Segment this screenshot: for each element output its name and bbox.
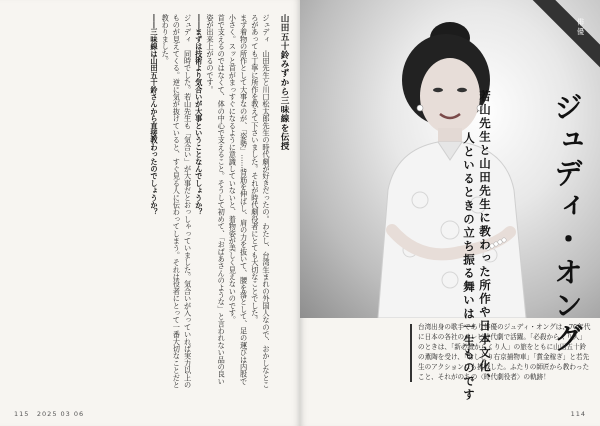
category-tag-label: 俳優 [576,18,585,37]
paragraph: まず着物の所作として大事なのが、「姿勢」……背筋を伸ばし、肩の力を抜いて、腰を落として、足の運びは内股で小さく。スッと首がまっすぐになるように意識していないと、着物姿が美しく見えないのです。 [228,14,249,385]
interview-question: ――まずは技術より気合いが大事ということなんでしょうか？ [194,14,204,216]
intro-rule [410,324,412,382]
section-heading: 山田五十鈴みずから三味線を伝授 [279,14,289,151]
interviewee-name: ジュディ・オング [550,92,584,356]
page-folio-right: 114 [570,410,586,418]
right-page [300,0,600,426]
page-folio-left: 115 2025 03 06 [14,410,85,418]
paragraph: 首で支えるのではなくて、体の中心で支えること。そうして初めて、「おばあさんのような」と言われない品の良い姿が出来上がるのです。 [205,14,227,385]
paragraph: ジュディ 同時でした。若山先生も「気合い」が大事だとおっしゃっていました。気合いが入っていれば実力以上のものが見えてくる。逆に気が抜けていると、すぐ見る人に伝わってしまう。それは役者にとって一番大切なことだと教わりました。 [161,14,193,389]
interview-question: ――三味線は山田五十鈴さんから直接教わったのでしょうか？ [149,14,159,216]
intro-text: 台湾出身の歌手であり俳優のジュディ・オングは、70年代に日本の各社のテレビ時代劇で活躍。「必殺からくり人」のときは、「新必殺からくり人」の旅をともに山田五十鈴の薫陶を受け、「おしどり右京捕物車」「賞金稼ぎ」と若先生のアクションにも挑戦した。ふたりの師匠から教わったこと、それがのちの〈時代劇役者〉の軌跡！ [418,323,591,381]
category-tag [530,0,600,70]
lead-line-2: 人といるときの立ち振る舞いは一生ものです [462,132,476,402]
paragraph: ジュディ 山田先生と川口松太郎先生の時代劇が好きだったの。わたし、台湾生まれの外国人なので、おかしなところがあっても丁寧に所作を教えて下さいました。それが時代劇役者にとても大切なことでした。 [250,14,271,389]
article-body [22,14,272,390]
lead-line-1: 若山先生と山田先生に教わった所作や日本文化、 [478,90,492,387]
